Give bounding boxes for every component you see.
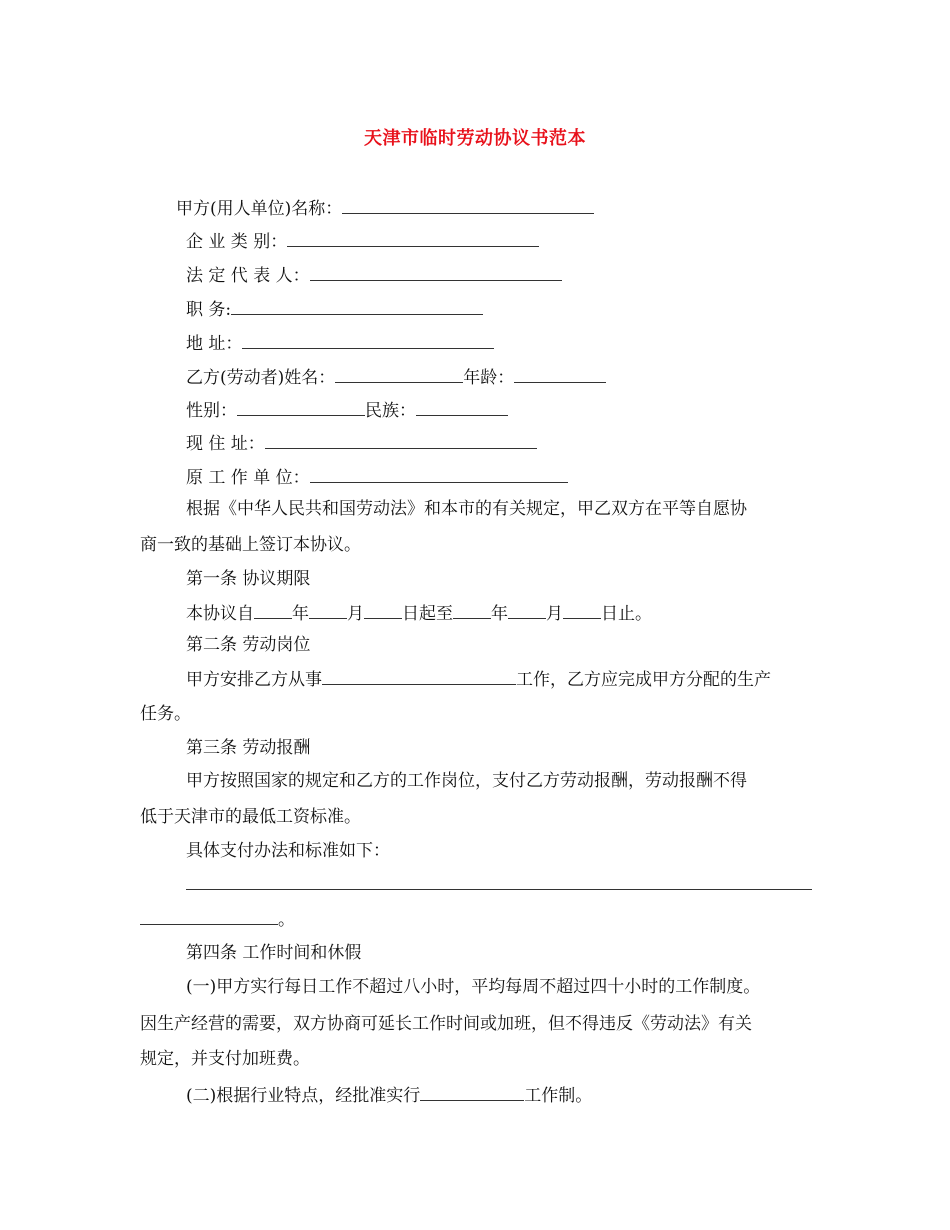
article-2-heading: 第二条 劳动岗位 — [186, 635, 311, 655]
document-title: 天津市临时劳动协议书范本 — [364, 128, 586, 149]
article-1-heading: 第一条 协议期限 — [186, 569, 311, 589]
end-month-unit: 月 — [546, 604, 563, 624]
age-label: 年龄： — [463, 368, 515, 388]
pay-method: 具体支付办法和标准如下： — [186, 841, 390, 861]
enterprise-type-row — [186, 229, 539, 253]
gender-field[interactable] — [237, 398, 365, 416]
pay-detail-field-2[interactable] — [140, 907, 278, 925]
end-year-field[interactable] — [453, 601, 491, 619]
end-month-field[interactable] — [508, 601, 546, 619]
job-row — [186, 667, 771, 691]
job-prefix: 甲方安排乙方从事 — [186, 670, 322, 690]
job-line-2: 任务。 — [140, 704, 191, 724]
pay-detail-row-1 — [186, 872, 812, 896]
hours-line-3: 规定，并支付加班费。 — [140, 1049, 310, 1069]
pay-line-2: 低于天津市的最低工资标准。 — [140, 807, 361, 827]
legal-rep-row — [186, 263, 562, 287]
article-4-heading: 第四条 工作时间和休假 — [186, 943, 362, 963]
special-hours-row — [186, 1083, 592, 1107]
current-address-row — [186, 431, 537, 455]
pay-line-1: 甲方按照国家的规定和乙方的工作岗位，支付乙方劳动报酬，劳动报酬不得 — [186, 771, 747, 791]
start-day-unit: 日起至 — [402, 604, 453, 624]
term-row — [186, 601, 652, 625]
current-address-field[interactable] — [265, 431, 537, 449]
former-employer-row — [186, 465, 568, 489]
party-b-name-label: 乙方(劳动者)姓名： — [186, 368, 336, 388]
party-a-name-label: 甲方(用人单位)名称： — [176, 199, 343, 219]
address-label: 地 址： — [186, 334, 243, 354]
start-day-field[interactable] — [364, 601, 402, 619]
preamble-line-1: 根据《中华人民共和国劳动法》和本市的有关规定，甲乙双方在平等自愿协 — [186, 499, 747, 519]
current-address-label: 现 住 址： — [186, 434, 265, 454]
position-label: 职 务: — [186, 300, 232, 320]
party-a-name-row — [176, 196, 594, 220]
legal-rep-label: 法 定 代 表 人： — [186, 266, 310, 286]
gender-row — [186, 398, 508, 422]
term-prefix: 本协议自 — [186, 604, 254, 624]
start-year-unit: 年 — [292, 604, 309, 624]
pay-detail-row-2 — [140, 907, 295, 931]
ethnicity-label: 民族： — [365, 401, 416, 421]
former-employer-field[interactable] — [310, 465, 568, 483]
special-hours-field[interactable] — [420, 1083, 524, 1101]
start-month-unit: 月 — [347, 604, 364, 624]
position-row — [186, 297, 483, 321]
party-b-name-field[interactable] — [335, 365, 463, 383]
ethnicity-field[interactable] — [416, 398, 508, 416]
hours-line-1: (一)甲方实行每日工作不超过八小时，平均每周不超过四十小时的工作制度。 — [186, 977, 761, 997]
address-field[interactable] — [242, 331, 494, 349]
start-month-field[interactable] — [309, 601, 347, 619]
gender-label: 性别： — [186, 401, 237, 421]
end-day-unit: 日止。 — [601, 604, 652, 624]
preamble-line-2: 商一致的基础上签订本协议。 — [140, 535, 361, 555]
special-hours-prefix: (二)根据行业特点，经批准实行 — [186, 1086, 421, 1106]
special-hours-suffix: 工作制。 — [524, 1086, 593, 1106]
age-field[interactable] — [514, 365, 606, 383]
end-day-field[interactable] — [563, 601, 601, 619]
position-field[interactable] — [231, 297, 483, 315]
party-a-name-field[interactable] — [342, 196, 594, 214]
legal-rep-field[interactable] — [310, 263, 562, 281]
hours-line-2: 因生产经营的需要，双方协商可延长工作时间或加班，但不得违反《劳动法》有关 — [140, 1014, 752, 1034]
address-row — [186, 331, 494, 355]
party-b-row — [186, 365, 606, 389]
enterprise-type-field[interactable] — [287, 229, 539, 247]
article-3-heading: 第三条 劳动报酬 — [186, 738, 311, 758]
start-year-field[interactable] — [254, 601, 292, 619]
former-employer-label: 原 工 作 单 位： — [186, 468, 310, 488]
job-suffix: 工作，乙方应完成甲方分配的生产 — [516, 670, 771, 690]
job-field[interactable] — [322, 667, 516, 685]
enterprise-type-label: 企 业 类 别： — [186, 232, 288, 252]
pay-detail-field-1[interactable] — [186, 872, 812, 890]
end-year-unit: 年 — [491, 604, 508, 624]
pay-detail-period: 。 — [278, 910, 295, 930]
